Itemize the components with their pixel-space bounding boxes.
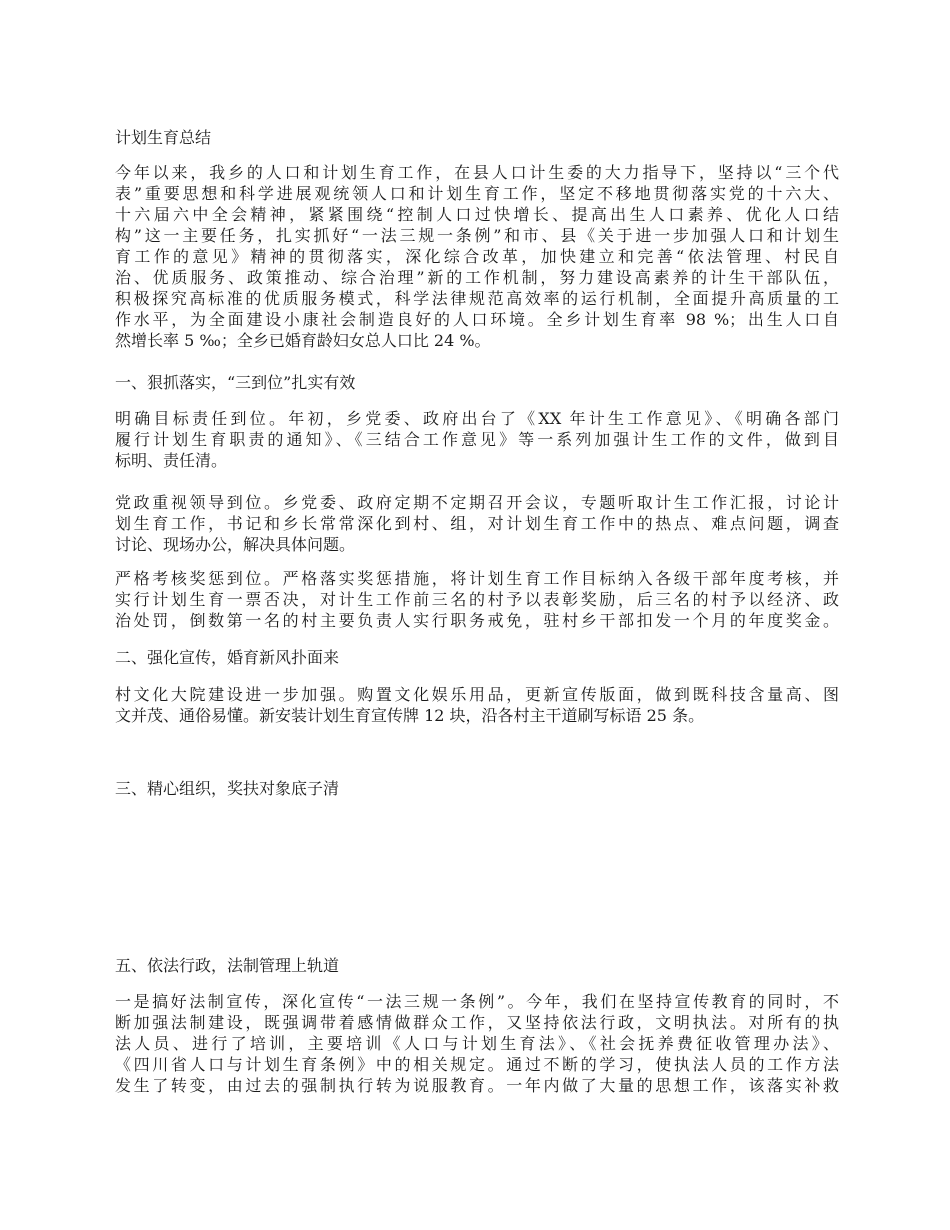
paragraph-line: 一是搞好法制宣传，深化宣传“一法三规一条例”。今年，我们在坚持宣传教育的同时，不 [115, 992, 839, 1011]
paragraph-line: 《四川省人口与计划生育条例》中的相关规定。通过不断的学习，使执法人员的工作方法 [115, 1055, 839, 1074]
paragraph-line: 然增长率 5 ‰；全乡已婚育龄妇女总人口比 24 %。 [115, 331, 491, 350]
paragraph-line: 党政重视领导到位。乡党委、政府定期不定期召开会议，专题听取计生工作汇报，讨论计 [115, 493, 839, 512]
paragraph-line: 发生了转变，由过去的强制执行转为说服教育。一年内做了大量的思想工作，该落实补救 [115, 1076, 839, 1095]
paragraph-line: 构”这一主要任务，扎实抓好“一法三规一条例”和市、县《关于进一步加强人口和计划生 [115, 226, 839, 245]
section-heading-3: 三、精心组织，奖扶对象底子清 [115, 779, 340, 798]
paragraph-line: 讨论、现场办公，解决具体问题。 [115, 535, 356, 554]
paragraph-line: 表”重要思想和科学进展观统领人口和计划生育工作，坚定不移地贯彻落实党的十六大、 [115, 184, 839, 203]
paragraph-line: 严格考核奖惩到位。严格落实奖惩措施，将计划生育工作目标纳入各级干部年度考核，并 [115, 569, 839, 588]
section-heading-2: 二、强化宣传，婚育新风扑面来 [115, 648, 340, 667]
paragraph-line: 履行计划生育职责的通知》、《三结合工作意见》等一系列加强计生工作的文件，做到目 [115, 430, 839, 449]
document-title: 计划生育总结 [115, 128, 212, 147]
paragraph-line: 作水平，为全面建设小康社会制造良好的人口环境。全乡计划生育率 98 %；出生人口自 [115, 310, 839, 329]
paragraph-line: 十六届六中全会精神，紧紧围绕“控制人口过快增长、提高出生人口素养、优化人口结 [115, 205, 839, 224]
paragraph-line: 法人员、进行了培训，主要培训《人口与计划生育法》、《社会抚养费征收管理办法》、 [115, 1034, 839, 1053]
paragraph-line: 标明、责任清。 [115, 451, 228, 470]
paragraph-line: 育工作的意见》精神的贯彻落实，深化综合改革，加快建立和完善“依法管理、村民自 [115, 247, 839, 266]
paragraph-line: 村文化大院建设进一步加强。购置文化娱乐用品，更新宣传版面，做到既科技含量高、图 [115, 685, 839, 704]
paragraph-line: 实行计划生育一票否决，对计生工作前三名的村予以表彰奖励，后三名的村予以经济、政 [115, 590, 839, 609]
section-heading-5: 五、依法行政，法制管理上轨道 [115, 956, 340, 975]
paragraph-line: 划生育工作，书记和乡长常常深化到村、组，对计划生育工作中的热点、难点问题，调查 [115, 514, 839, 533]
paragraph-line: 文并茂、通俗易懂。新安装计划生育宣传牌 12 块，沿各村主干道刷写标语 25 条。 [115, 706, 705, 725]
paragraph-line: 今年以来，我乡的人口和计划生育工作，在县人口计生委的大力指导下，坚持以“三个代 [115, 163, 839, 182]
paragraph-line: 断加强法制建设，既强调带着感情做群众工作，又坚持依法行政，文明执法。对所有的执 [115, 1013, 839, 1032]
section-heading-1: 一、狠抓落实，“三到位”扎实有效 [115, 373, 356, 392]
paragraph-line: 明确目标责任到位。年初，乡党委、政府出台了《XX 年计生工作意见》、《明确各部门 [115, 409, 839, 428]
paragraph-line: 积极探究高标准的优质服务模式，科学法律规范高效率的运行机制，全面提升高质量的工 [115, 289, 839, 308]
paragraph-line: 治、优质服务、政策推动、综合治理”新的工作机制，努力建设高素养的计生干部队伍， [115, 268, 839, 287]
paragraph-line: 治处罚，倒数第一名的村主要负责人实行职务戒免，驻村乡干部扣发一个月的年度奖金。 [115, 611, 839, 630]
